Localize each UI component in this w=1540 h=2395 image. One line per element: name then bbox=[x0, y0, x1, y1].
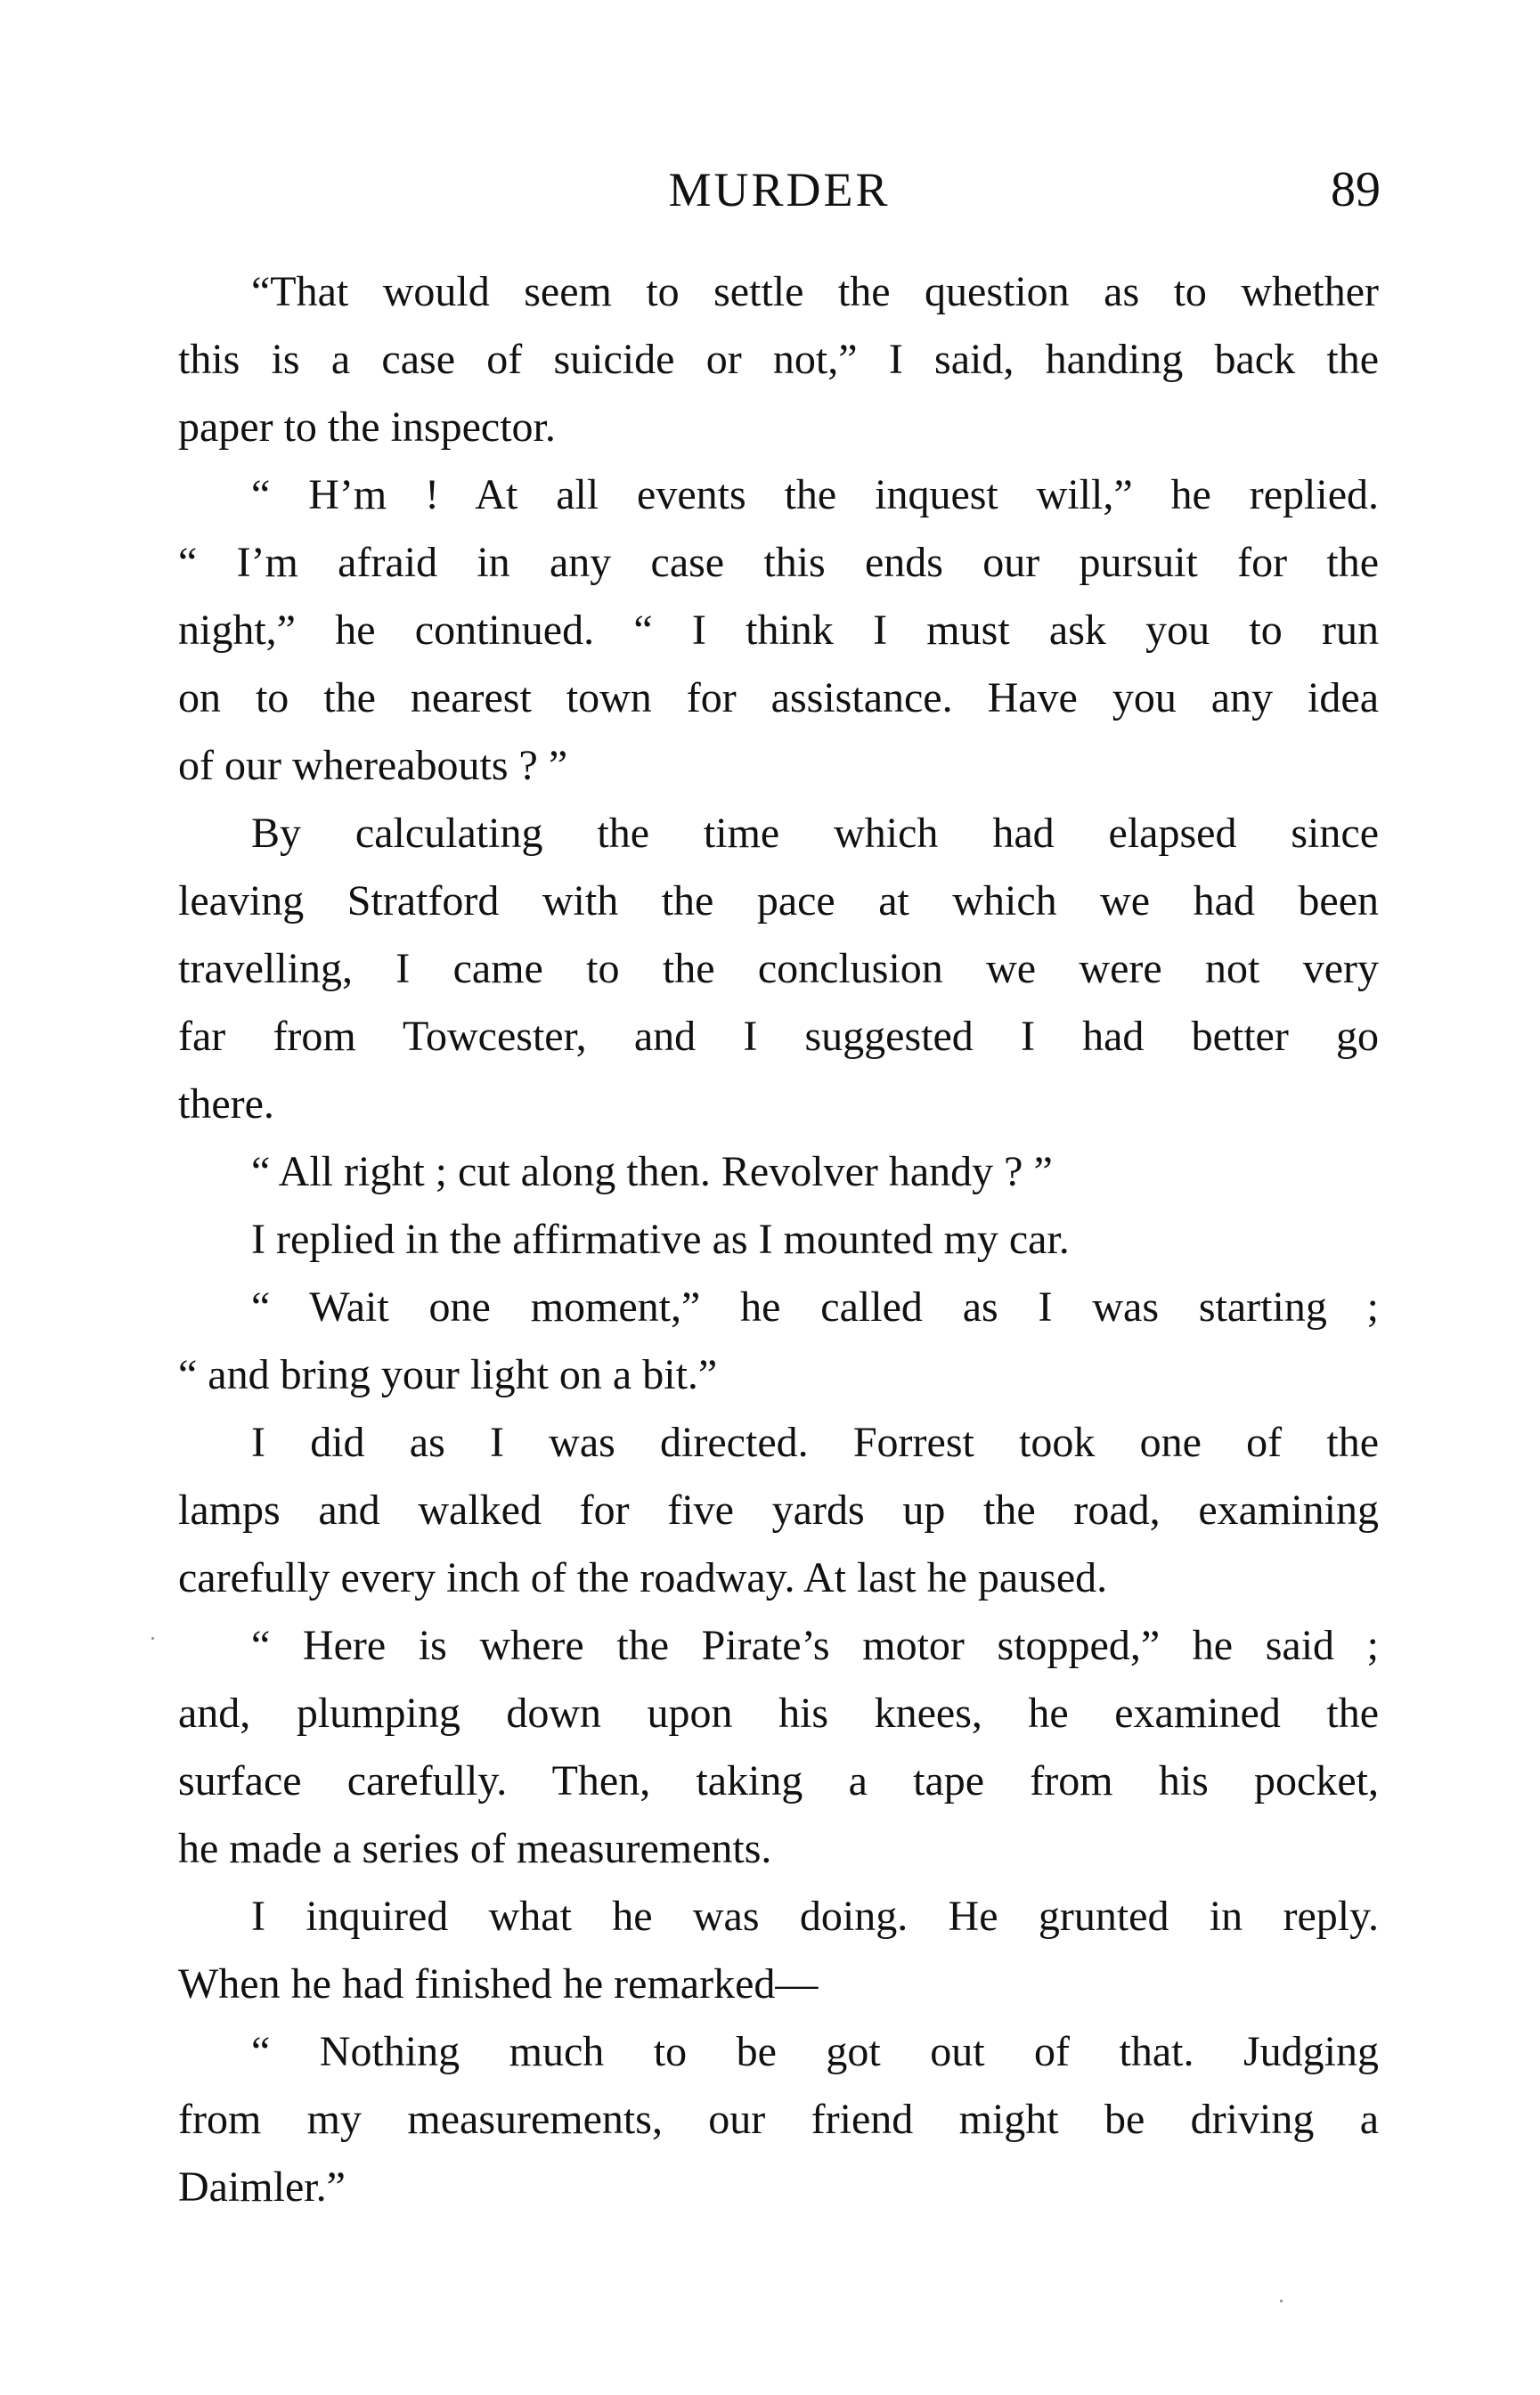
text-line: “ I’m afraid in any case this ends our pursuit for the bbox=[178, 539, 1379, 586]
text-line: travelling, I came to the conclusion we were not very bbox=[178, 945, 1379, 992]
text-line: I did as I was directed. Forrest took one of the bbox=[251, 1419, 1379, 1466]
text-line: far from Towcester, and I suggested I had better go bbox=[178, 1013, 1379, 1060]
page-number: 89 bbox=[1331, 162, 1381, 217]
paragraph bbox=[178, 1883, 1379, 2018]
text-line: By calculating the time which had elapsed since bbox=[251, 810, 1379, 857]
text-line: “ Nothing much to be got out of that. Judging bbox=[251, 2028, 1379, 2075]
text-line: “ Here is where the Pirate’s motor stopped,” he said ; bbox=[251, 1622, 1379, 1669]
text-line: “ H’m ! At all events the inquest will,” he replied. bbox=[251, 471, 1379, 518]
text-line: of our whereabouts ? ” bbox=[178, 742, 568, 789]
paragraph bbox=[178, 1274, 1379, 1409]
text-line: “ All right ; cut along then. Revolver handy ? ” bbox=[251, 1148, 1053, 1195]
body-text bbox=[178, 258, 1379, 2221]
text-line: When he had finished he remarked— bbox=[178, 1960, 819, 2008]
text-line: paper to the inspector. bbox=[178, 403, 556, 451]
text-line: lamps and walked for five yards up the road, examining bbox=[178, 1487, 1379, 1534]
text-line: “ Wait one moment,” he called as I was starting ; bbox=[251, 1283, 1379, 1331]
running-head bbox=[178, 159, 1381, 221]
paragraph bbox=[178, 1409, 1379, 1612]
paper-speck bbox=[1280, 2300, 1283, 2302]
text-line: Daimler.” bbox=[178, 2163, 346, 2211]
text-line: he made a series of measurements. bbox=[178, 1825, 772, 1872]
paragraph bbox=[178, 1612, 1379, 1883]
text-line: there. bbox=[178, 1080, 274, 1128]
text-line: this is a case of suicide or not,” I said, handing back the bbox=[178, 336, 1379, 383]
text-line: and, plumping down upon his knees, he examined the bbox=[178, 1690, 1379, 1737]
running-title: MURDER bbox=[668, 163, 891, 216]
text-line: surface carefully. Then, taking a tape from his pocket, bbox=[178, 1757, 1379, 1804]
paper-speck bbox=[151, 1637, 154, 1640]
text-line: leaving Stratford with the pace at which we had been bbox=[178, 877, 1379, 925]
paragraph bbox=[178, 2018, 1379, 2221]
paragraph bbox=[178, 461, 1379, 800]
text-line: “ and bring your light on a bit.” bbox=[178, 1351, 718, 1398]
text-line: on to the nearest town for assistance. Have you any idea bbox=[178, 674, 1379, 721]
text-line: night,” he continued. “ I think I must ask you to run bbox=[178, 607, 1379, 654]
text-line: carefully every inch of the roadway. At last he paused. bbox=[178, 1554, 1108, 1601]
text-line: from my measurements, our friend might be driving a bbox=[178, 2096, 1379, 2143]
paragraph bbox=[178, 1138, 1379, 1206]
paragraph bbox=[178, 1206, 1379, 1274]
paragraph bbox=[178, 800, 1379, 1138]
text-line: I inquired what he was doing. He grunted in reply. bbox=[251, 1893, 1379, 1940]
text-line: “That would seem to settle the question as to whether bbox=[251, 268, 1379, 315]
paragraph bbox=[178, 258, 1379, 461]
text-line: I replied in the affirmative as I mounted my car. bbox=[251, 1216, 1070, 1263]
